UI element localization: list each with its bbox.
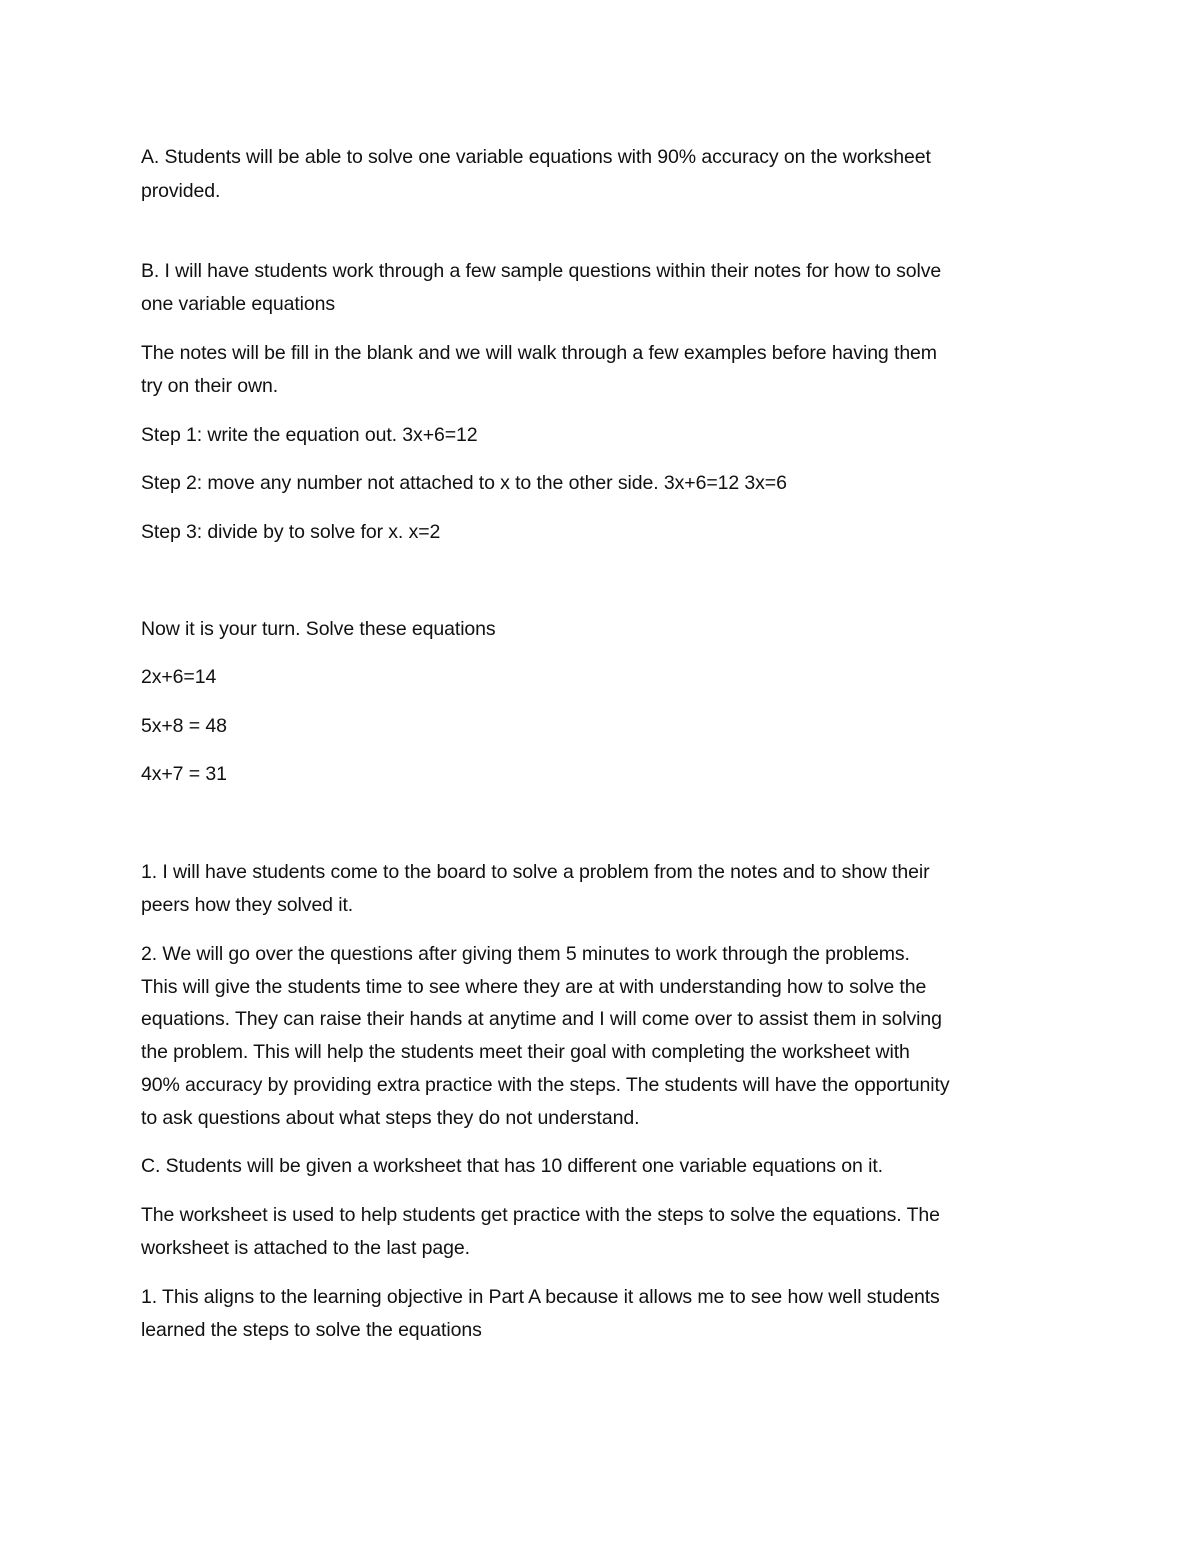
notes-intro-line-1: The notes will be fill in the blank and we will walk through a few examples before having them <box>141 342 937 364</box>
worksheet-purpose-line-2: worksheet is attached to the last page. <box>141 1237 470 1259</box>
worksheet-purpose-line-1: The worksheet is used to help students get practice with the steps to solve the equations. The <box>141 1204 940 1226</box>
step-3: Step 3: divide by to solve for x. x=2 <box>141 521 441 543</box>
item-2-line-6: to ask questions about what steps they do not understand. <box>141 1107 640 1129</box>
item-2-line-4: the problem. This will help the students meet their goal with completing the worksheet with <box>141 1041 910 1063</box>
part-c: C. Students will be given a worksheet that has 10 different one variable equations on it. <box>141 1155 883 1177</box>
practice-equation: 5x+8 = 48 <box>141 715 227 737</box>
item-2-line-2: This will give the students time to see where they are at with understanding how to solve the <box>141 976 927 998</box>
notes-intro-line-2: try on their own. <box>141 375 279 397</box>
alignment-line-2: learned the steps to solve the equations <box>141 1319 482 1341</box>
practice-equation: 2x+6=14 <box>141 666 217 688</box>
item-2-line-1: 2. We will go over the questions after giving them 5 minutes to work through the problems. <box>141 943 910 965</box>
practice-intro: Now it is your turn. Solve these equations <box>141 618 496 640</box>
step-2: Step 2: move any number not attached to x to the other side. 3x+6=12 3x=6 <box>141 472 787 494</box>
item-2-line-3: equations. They can raise their hands at anytime and I will come over to assist them in solving <box>141 1008 942 1030</box>
part-a-line-2: provided. <box>141 180 221 202</box>
item-1-line-2: peers how they solved it. <box>141 894 354 916</box>
practice-equation: 4x+7 = 31 <box>141 763 227 785</box>
part-a-line-1: A. Students will be able to solve one variable equations with 90% accuracy on the worksheet <box>141 146 931 168</box>
step-1: Step 1: write the equation out. 3x+6=12 <box>141 424 478 446</box>
alignment-line-1: 1. This aligns to the learning objective in Part A because it allows me to see how well students <box>141 1286 940 1308</box>
item-2-line-5: 90% accuracy by providing extra practice with the steps. The students will have the opportunity <box>141 1074 950 1096</box>
part-b-line-1: B. I will have students work through a few sample questions within their notes for how to solve <box>141 260 942 282</box>
part-b-line-2: one variable equations <box>141 293 336 315</box>
item-1-line-1: 1. I will have students come to the board to solve a problem from the notes and to show their <box>141 861 930 883</box>
